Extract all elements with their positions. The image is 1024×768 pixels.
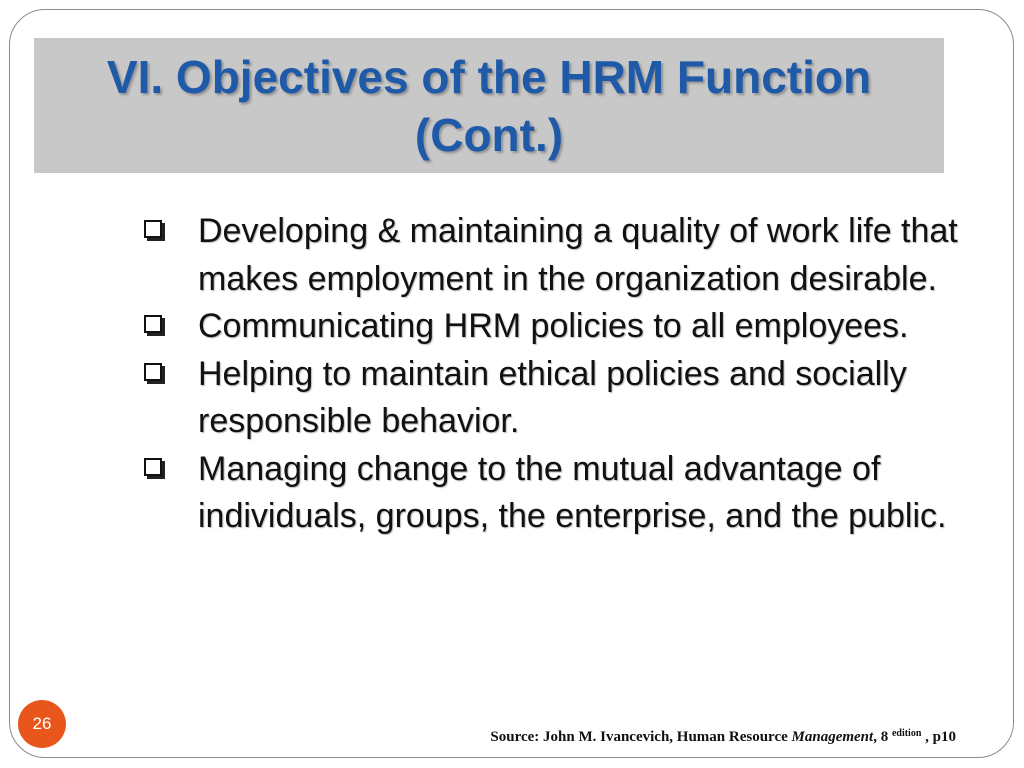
bullet-text: Developing & maintaining a quality of work life that makes employment in the organization desirable. <box>198 212 958 298</box>
bullet-text: Helping to maintain ethical policies and socially responsible behavior. <box>198 354 907 440</box>
bullet-list <box>140 208 970 541</box>
source-book-title: Management <box>791 729 874 745</box>
bullet-item <box>140 351 970 446</box>
page-number-badge: 26 <box>18 700 66 748</box>
source-page: , p10 <box>921 729 956 745</box>
slide-title-line-2: (Cont.) <box>414 109 564 161</box>
checkbox-bullet-icon <box>144 458 162 476</box>
bullet-text: Communicating HRM policies to all employees. <box>198 307 909 345</box>
source-citation <box>490 728 956 746</box>
bullet-item <box>140 208 970 303</box>
source-prefix: Source: John M. Ivancevich, Human Resource <box>490 729 792 745</box>
title-band <box>34 38 944 173</box>
checkbox-bullet-icon <box>144 220 162 238</box>
checkbox-bullet-icon <box>144 363 162 381</box>
bullet-item <box>140 303 970 351</box>
checkbox-bullet-icon <box>144 315 162 333</box>
bullet-item <box>140 446 970 541</box>
source-edition-superscript: edition <box>891 728 922 739</box>
bullet-text: Managing change to the mutual advantage of individuals, groups, the enterprise, and the public. <box>198 449 947 535</box>
source-edition-number: , 8 <box>873 729 892 745</box>
slide-title-line-1: VI. Objectives of the HRM Function <box>106 51 872 103</box>
